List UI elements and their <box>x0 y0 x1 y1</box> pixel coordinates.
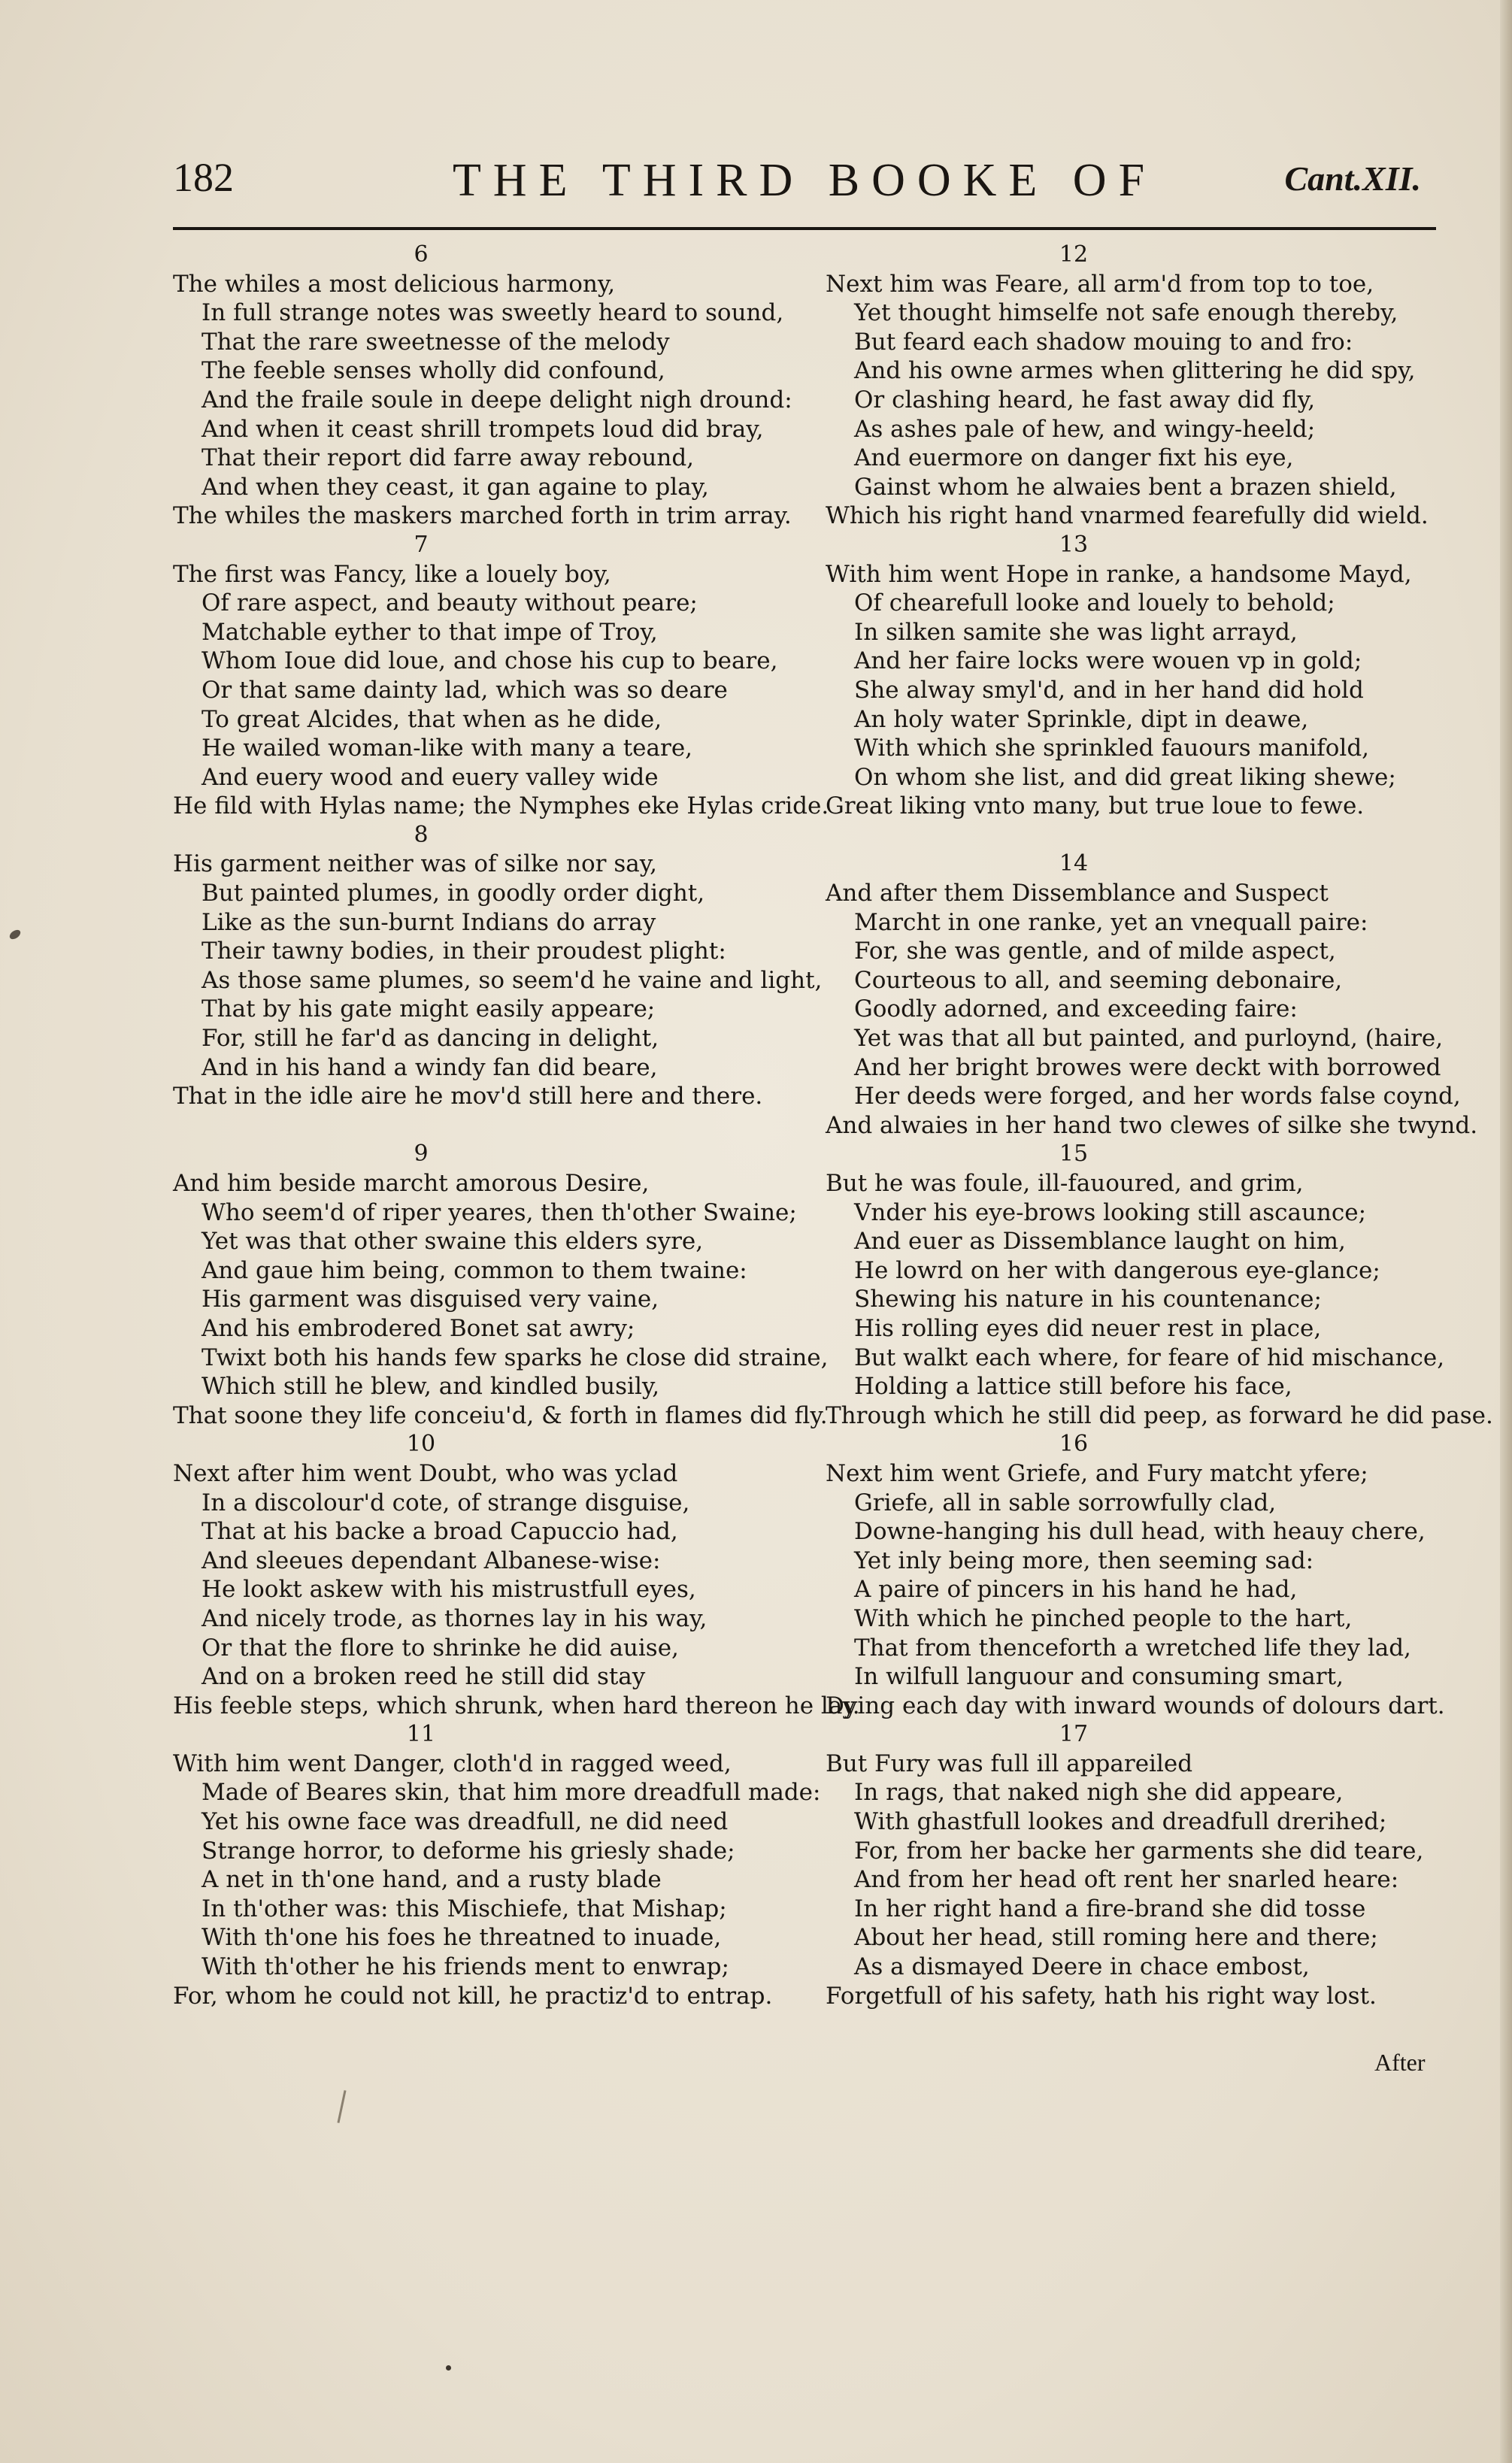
verse-line: But Fury was full ill appareiled <box>826 1750 1193 1777</box>
page-edge-shadow <box>1500 0 1512 2463</box>
verse-line: Forgetfull of his safety, hath his right way lost. <box>826 1982 1377 2010</box>
verse-line: And alwaies in her hand two clewes of silke she twynd. <box>826 1111 1478 1139</box>
verse-line: Made of Beares skin, that him more dreadfull made: <box>201 1779 821 1807</box>
verse-line: That soone they life conceiu'd, & forth in flames did fly. <box>173 1401 828 1429</box>
verse-line: Of rare aspect, and beauty without peare; <box>201 589 698 617</box>
verse-line: Holding a lattice still before his face, <box>854 1373 1292 1401</box>
verse-line: In a discolour'd cote, of strange disguise, <box>201 1489 690 1516</box>
verse-line: With ghastfull lookes and dreadfull drerihed; <box>854 1808 1387 1836</box>
stanza-number: 17 <box>1059 1721 1089 1748</box>
verse-line: About her head, still roming here and there; <box>854 1924 1378 1952</box>
verse-line: In th'other was: this Mischiefe, that Mishap; <box>201 1895 727 1922</box>
verse-line: Yet thought himselfe not safe enough thereby, <box>854 299 1398 327</box>
verse-line: For, she was gentle, and of milde aspect, <box>854 938 1336 965</box>
ink-mark <box>446 2365 451 2371</box>
verse-line: For, still he far'd as dancing in delight, <box>201 1025 659 1053</box>
verse-line: Whom Ioue did loue, and chose his cup to beare, <box>201 647 778 675</box>
verse-line: And when they ceast, it gan againe to play, <box>201 473 709 501</box>
verse-line: With which he pinched people to the hart, <box>854 1604 1353 1632</box>
verse-line: Like as the sun-burnt Indians do array <box>201 908 656 936</box>
stanza-number: 13 <box>1059 531 1089 558</box>
verse-line: His garment was disguised very vaine, <box>201 1286 659 1313</box>
stanza-number: 11 <box>406 1721 436 1748</box>
stanza-number: 9 <box>414 1141 429 1168</box>
verse-line: That their report did farre away rebound, <box>201 444 695 472</box>
verse-line: The whiles the maskers marched forth in trim array. <box>173 502 792 530</box>
verse-line: Of chearefull looke and louely to behold; <box>854 589 1335 617</box>
verse-line: Vnder his eye-brows looking still ascaunce; <box>854 1198 1367 1226</box>
verse-line: The whiles a most delicious harmony, <box>173 270 616 298</box>
ink-mark <box>337 2090 346 2123</box>
verse-line: A net in th'one hand, and a rusty blade <box>201 1866 662 1894</box>
verse-line: And his owne armes when glittering he did spy, <box>854 357 1416 385</box>
verse-line: Next after him went Doubt, who was yclad <box>173 1459 678 1487</box>
verse-line: And in his hand a windy fan did beare, <box>201 1053 658 1081</box>
verse-line: And him beside marcht amorous Desire, <box>173 1170 650 1197</box>
verse-line: An holy water Sprinkle, dipt in deawe, <box>854 705 1309 733</box>
verse-line: That the rare sweetnesse of the melody <box>201 328 670 356</box>
verse-line: Their tawny bodies, in their proudest plight: <box>201 938 726 965</box>
verse-line: With which she sprinkled fauours manifold, <box>854 735 1370 762</box>
verse-line: Downe-hanging his dull head, with heauy chere, <box>854 1518 1426 1546</box>
stanza-number: 12 <box>1059 241 1089 268</box>
right-column <box>826 241 1493 2010</box>
verse-line: She alway smyl'd, and in her hand did hold <box>854 676 1364 704</box>
verse-line: In rags, that naked nigh she did appeare, <box>854 1779 1344 1807</box>
verse-line: Courteous to all, and seeming debonaire, <box>854 966 1343 994</box>
verse-line: Yet inly being more, then seeming sad: <box>854 1547 1314 1574</box>
verse-line: Or that same dainty lad, which was so deare <box>201 676 728 704</box>
verse-line: Shewing his nature in his countenance; <box>854 1286 1322 1313</box>
verse-line: Next him was Feare, all arm'd from top to toe, <box>826 270 1374 298</box>
verse-line: And the fraile soule in deepe delight nigh dround: <box>201 386 792 414</box>
verse-line: And on a broken reed he still did stay <box>201 1663 646 1691</box>
verse-line: As those same plumes, so seem'd he vaine and light, <box>201 966 823 994</box>
verse-line: In silken samite she was light arrayd, <box>854 618 1298 646</box>
verse-line: And sleeues dependant Albanese-wise: <box>201 1547 661 1574</box>
verse-line: And euery wood and euery valley wide <box>201 763 659 791</box>
verse-line: His feeble steps, which shrunk, when hard thereon he lay. <box>173 1692 860 1719</box>
verse-line: He lowrd on her with dangerous eye-glance; <box>854 1256 1380 1284</box>
verse-line: With him went Hope in ranke, a handsome Mayd, <box>826 560 1412 588</box>
verse-line: Yet his owne face was dreadfull, ne did need <box>201 1808 729 1836</box>
verse-line: Twixt both his hands few sparks he close did straine, <box>201 1344 829 1371</box>
verse-line: Great liking vnto many, but true loue to fewe. <box>826 792 1365 820</box>
verse-line: Goodly adorned, and exceeding faire: <box>854 995 1298 1023</box>
stanza-number: 10 <box>406 1431 436 1458</box>
verse-line: Gainst whom he alwaies bent a brazen shield, <box>854 473 1397 501</box>
verse-line: That by his gate might easily appeare; <box>201 995 656 1023</box>
verse-line: Or clashing heard, he fast away did fly, <box>854 386 1316 414</box>
verse-line: But he was foule, ill-fauoured, and grim, <box>826 1170 1304 1197</box>
verse-line: He lookt askew with his mistrustfull eyes, <box>201 1576 696 1604</box>
verse-line: That in the idle aire he mov'd still here and there. <box>173 1083 763 1110</box>
verse-line: For, from her backe her garments she did teare, <box>854 1837 1424 1865</box>
verse-line: In full strange notes was sweetly heard to sound, <box>201 299 784 327</box>
stanza-number: 14 <box>1059 850 1089 877</box>
verse-line: That at his backe a broad Capuccio had, <box>201 1518 678 1546</box>
verse-line: And euer as Dissemblance laught on him, <box>854 1228 1346 1256</box>
page-number: 182 <box>173 155 234 200</box>
verse-line: A paire of pincers in his hand he had, <box>854 1576 1298 1604</box>
stanza-number: 15 <box>1059 1141 1089 1168</box>
catchword: After <box>1374 2049 1426 2076</box>
canto-label: Cant.XII. <box>1284 159 1421 198</box>
left-column <box>173 241 860 2010</box>
verse-line: Her deeds were forged, and her words false coynd, <box>854 1083 1461 1110</box>
verse-line: In her right hand a fire-brand she did tosse <box>854 1895 1366 1922</box>
verse-line: As a dismayed Deere in chace embost, <box>854 1953 1310 1981</box>
verse-line: To great Alcides, that when as he dide, <box>201 705 662 733</box>
verse-line: And her faire locks were wouen vp in gold; <box>854 647 1362 675</box>
verse-line: Yet was that all but painted, and purloynd, (haire, <box>854 1025 1444 1053</box>
verse-line: Strange horror, to deforme his griesly shade; <box>201 1837 735 1865</box>
verse-line: Next him went Griefe, and Fury matcht yfere; <box>826 1459 1368 1487</box>
verse-line: And from her head oft rent her snarled heare: <box>854 1866 1399 1894</box>
verse-line: His rolling eyes did neuer rest in place, <box>854 1314 1322 1342</box>
stanza-number: 6 <box>414 241 429 268</box>
verse-line: Through which he still did peep, as forward he did pase. <box>826 1401 1493 1429</box>
stanza-gap <box>173 1111 804 1141</box>
verse-line: Matchable eyther to that impe of Troy, <box>201 618 658 646</box>
verse-line: And gaue him being, common to them twaine: <box>201 1256 747 1284</box>
stanza-number: 8 <box>414 821 429 848</box>
verse-line: On whom she list, and did great liking shewe; <box>854 763 1396 791</box>
verse-line: Yet was that other swaine this elders syre, <box>201 1228 704 1256</box>
verse-line: And when it ceast shrill trompets loud did bray, <box>201 415 764 443</box>
verse-line: Which his right hand vnarmed fearefully did wield. <box>826 502 1429 530</box>
verse-line: The feeble senses wholly did confound, <box>201 357 665 385</box>
verse-line: His garment neither was of silke nor say, <box>173 850 657 878</box>
verse-line: And after them Dissemblance and Suspect <box>826 880 1329 907</box>
verse-line: That from thenceforth a wretched life they lad, <box>854 1634 1411 1662</box>
verse-line: Who seem'd of riper yeares, then th'other Swaine; <box>201 1198 797 1226</box>
verse-line: With th'other he his friends ment to enwrap; <box>201 1953 729 1981</box>
verse-line: With th'one his foes he threatned to inuade, <box>201 1924 722 1952</box>
verse-line: But walkt each where, for feare of hid mischance, <box>854 1344 1445 1371</box>
verse-line: And nicely trode, as thornes lay in his way, <box>201 1604 708 1632</box>
stanza-number: 16 <box>1059 1431 1089 1458</box>
verse-line: The first was Fancy, like a louely boy, <box>173 560 611 588</box>
verse-line: With him went Danger, cloth'd in ragged weed, <box>173 1750 732 1777</box>
header-rule <box>173 227 1436 230</box>
verse-line: As ashes pale of hew, and wingy-heeld; <box>854 415 1316 443</box>
verse-line: But painted plumes, in goodly order dight, <box>201 880 705 907</box>
verse-line: And euermore on danger fixt his eye, <box>854 444 1294 472</box>
verse-line: And his embrodered Bonet sat awry; <box>201 1314 635 1342</box>
verse-line: Or that the flore to shrinke he did auise, <box>201 1634 679 1662</box>
ink-mark <box>8 928 23 941</box>
verse-line: Which still he blew, and kindled busily, <box>201 1373 660 1401</box>
verse-line: In wilfull languour and consuming smart, <box>854 1663 1344 1691</box>
stanza-number: 7 <box>414 531 429 558</box>
verse-line: He wailed woman-like with many a teare, <box>201 735 693 762</box>
running-title: THE THIRD BOOKE OF <box>452 155 1157 206</box>
stanza-gap <box>826 821 1457 850</box>
verse-line: But feard each shadow mouing to and fro: <box>854 328 1353 356</box>
verse-line: He fild with Hylas name; the Nymphes eke Hylas cride. <box>173 792 829 820</box>
verse-line: And her bright browes were deckt with borrowed <box>854 1053 1441 1081</box>
verse-line: Marcht in one ranke, yet an vnequall paire: <box>854 908 1368 936</box>
verse-line: For, whom he could not kill, he practiz'd to entrap. <box>173 1982 773 2010</box>
verse-line: Dying each day with inward wounds of dolours dart. <box>826 1692 1445 1719</box>
page-header <box>173 154 1436 214</box>
verse-line: Griefe, all in sable sorrowfully clad, <box>854 1489 1277 1516</box>
